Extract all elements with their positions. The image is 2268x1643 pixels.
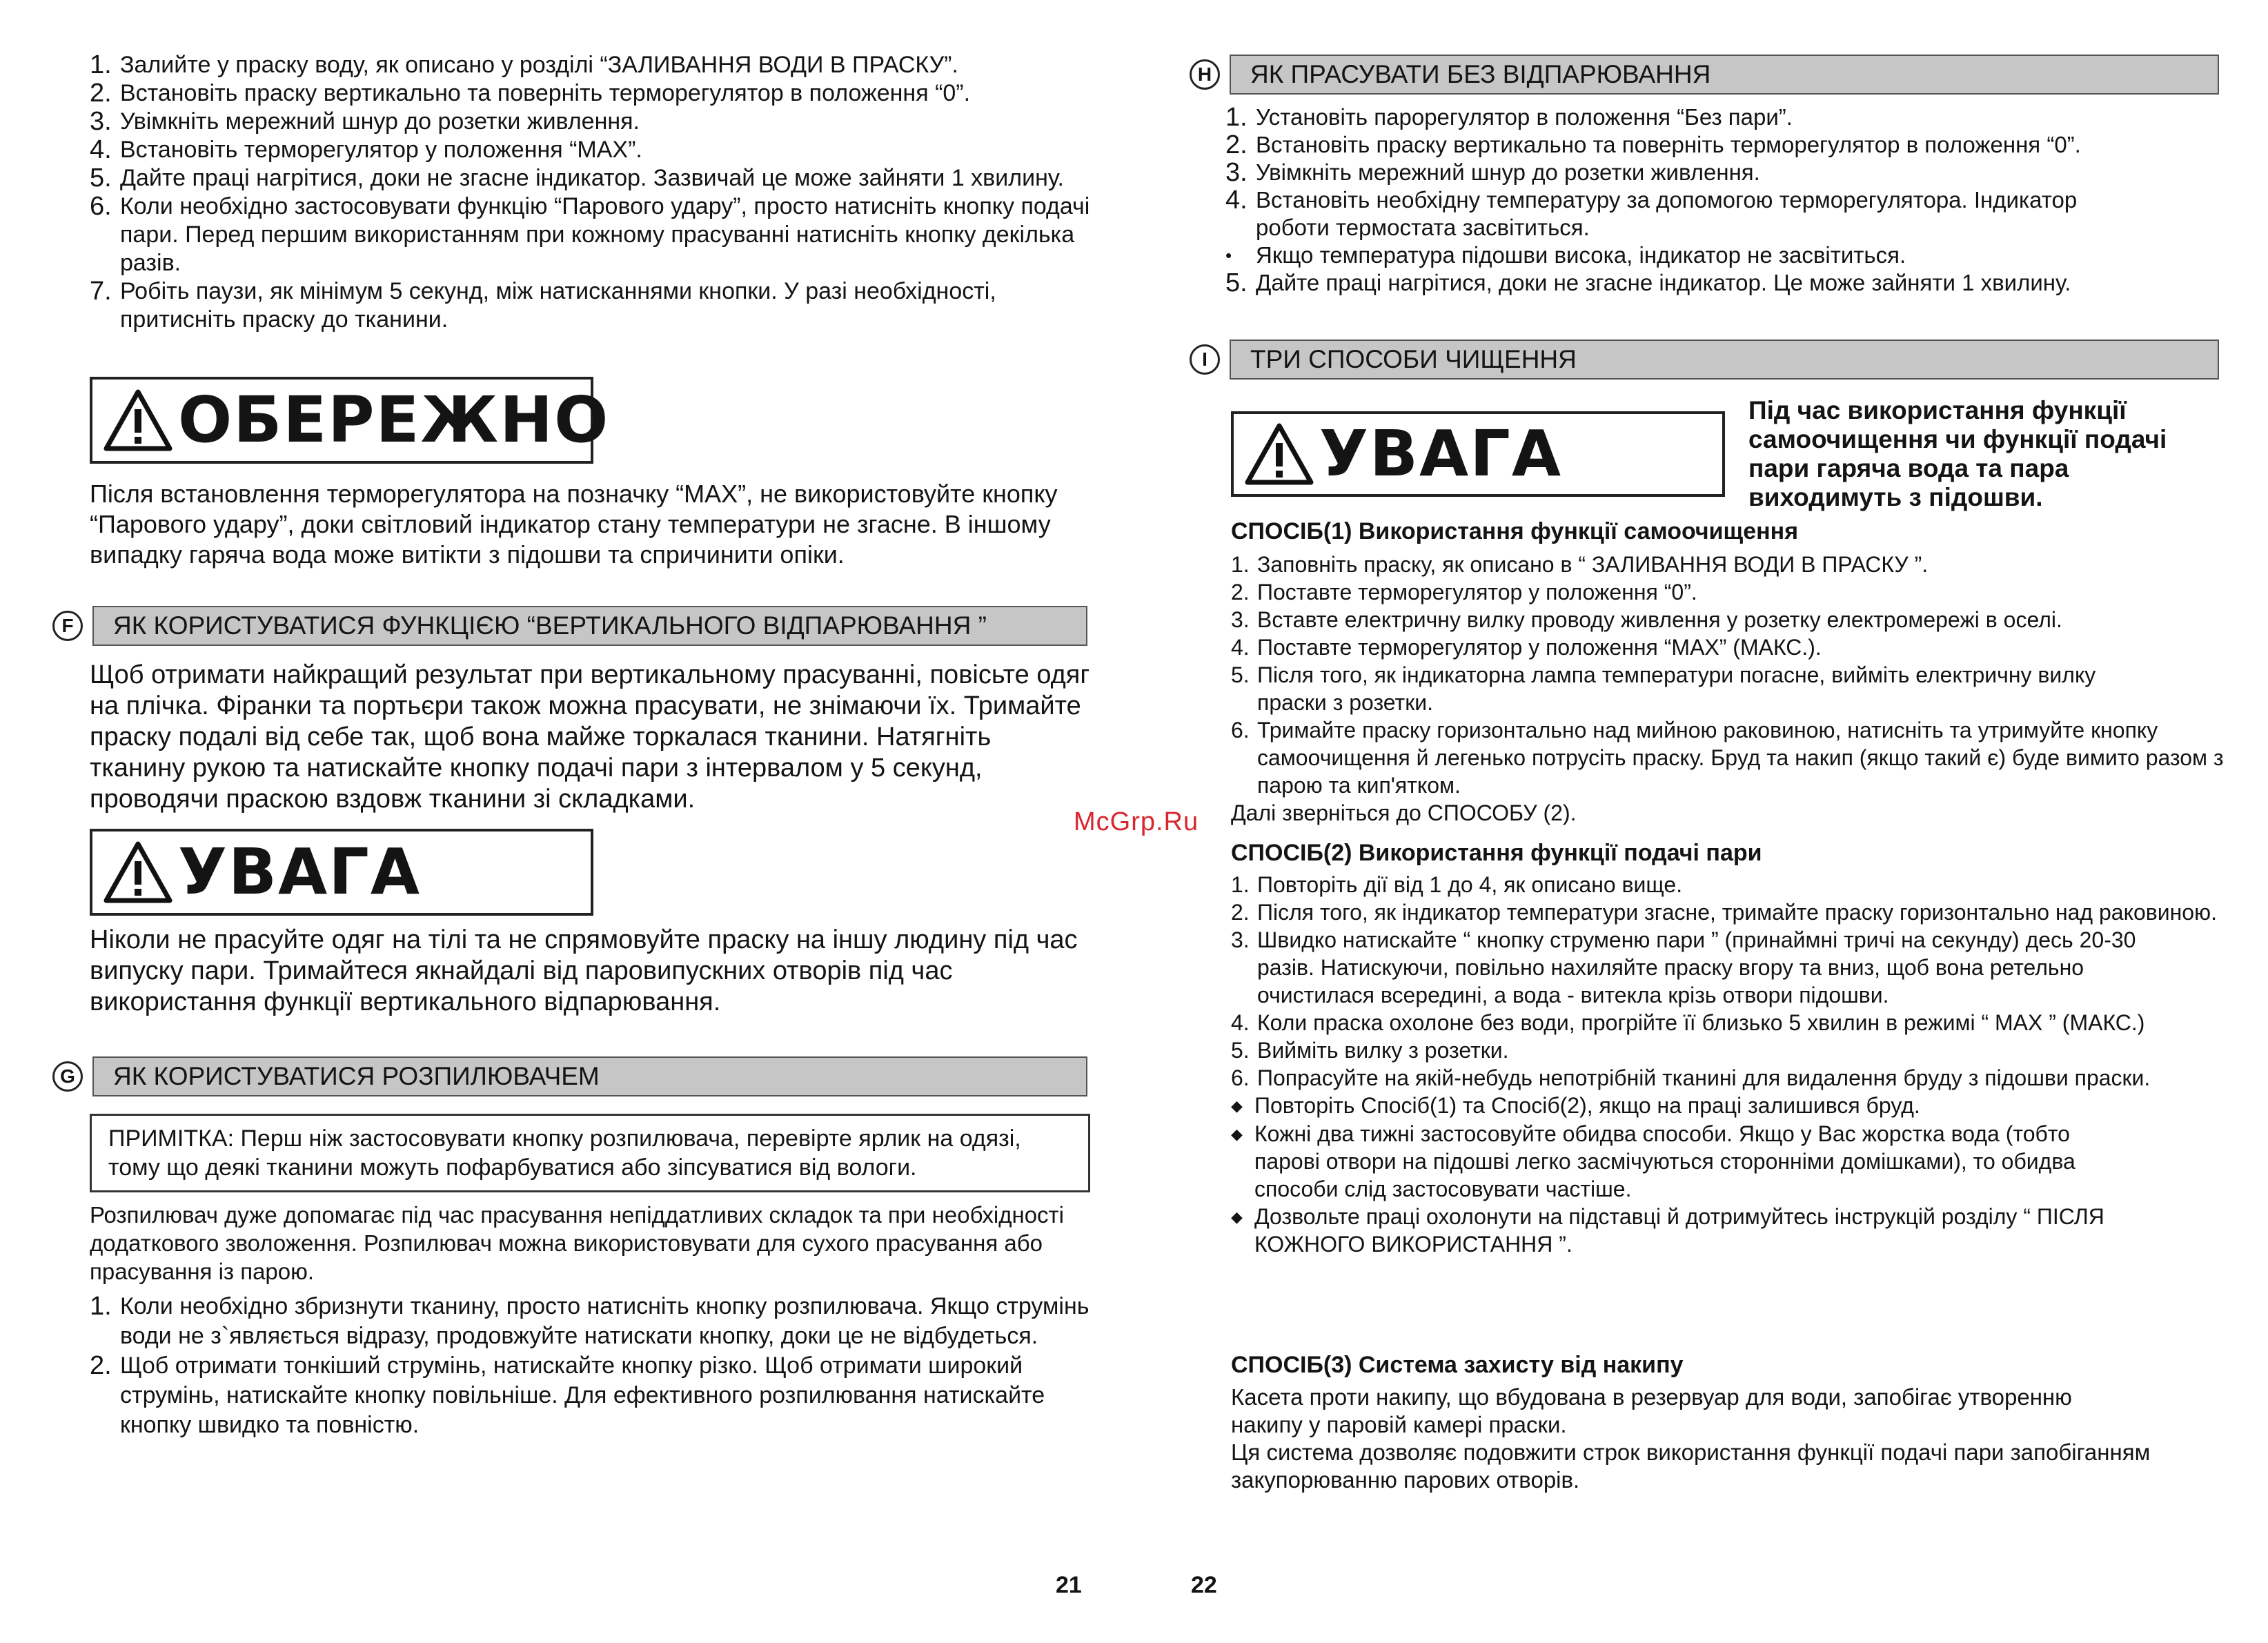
section-h-badge: H <box>1190 59 1220 90</box>
section-h-header <box>1190 54 2219 95</box>
list-item: 6. Попрасуйте на якій-небудь непотрібній тканині для видалення бруду з підошви праски. <box>1231 1065 2151 1090</box>
list-item: 2. Встановіть праску вертикально та поверніть терморегулятор в положення “0”. <box>1225 130 2081 159</box>
list-item: 2. Щоб отримати тонкіший струмінь, натискайте кнопку різко. Щоб отримати широкий струмінь, натискайте кнопку повільніше. Для ефективного розпилювання натискайте кнопку швидко та повністю. <box>90 1351 1045 1438</box>
caution-box <box>90 377 610 464</box>
caution-word: ОБЕРЕЖНО <box>178 383 610 457</box>
section-h-list <box>1225 104 2219 297</box>
section-h-title: ЯК ПРАСУВАТИ БЕЗ ВІДПАРЮВАННЯ <box>1230 55 2219 95</box>
section-i-header <box>1190 339 2219 380</box>
section-g-header <box>52 1056 1087 1097</box>
page-number-right: 22 <box>1191 1572 1217 1598</box>
list-item: 1. Заповніть праску, як описано в “ ЗАЛИВАННЯ ВОДИ В ПРАСКУ ”. <box>1231 552 1929 577</box>
bullet-icon: ◆ <box>1231 1208 1243 1226</box>
section-g-badge: G <box>52 1061 83 1092</box>
list-item: • Якщо температура підошви висока, індикатор не засвітиться. <box>1225 242 1906 268</box>
note-box: ПРИМІТКА: Перш ніж застосовувати кнопку розпилювача, перевірте ярлик на одязі, тому що деякі тканини можуть пофарбуватися або зіпсуватися від вологи. <box>90 1114 1090 1192</box>
list-item: 1. Повторіть дії від 1 до 4, як описано вище. <box>1231 872 1683 897</box>
warning-triangle-icon <box>103 840 172 904</box>
steps-top-list <box>90 51 1090 334</box>
section-g-list <box>90 1292 1090 1440</box>
warning-triangle-icon <box>103 388 172 452</box>
list-item: 4. Встановіть необхідну температуру за допомогою терморегулятора. Індикатор роботи термостата засвітиться. <box>1225 186 2078 240</box>
list-item: 5. Дайте праці нагрітися, доки не згасне індикатор. Це може зайняти 1 хвилину. <box>1225 268 2071 297</box>
method2-list <box>1231 871 2225 1258</box>
watermark: McGrp.Ru <box>1074 807 1199 836</box>
bullet-item: ◆ Повторіть Спосіб(1) та Спосіб(2), якщо на праці залишився бруд. <box>1231 1092 2225 1120</box>
list-item: 6. Коли необхідно застосовувати функцію “Парового удару”, просто натисніть кнопку подачі пари. Перед першим використанням при кожному прасуванні натисніть кнопку декілька разів. <box>90 192 1090 276</box>
list-item: 2. Встановіть праску вертикально та поверніть терморегулятор в положення “0”. <box>90 79 971 108</box>
attention-side-text: Під час використання функції самоочищення чи функції подачі пари гаряча вода та пара виходимуть з підошви. <box>1748 396 2167 511</box>
page-number-left: 21 <box>1056 1572 1082 1598</box>
section-f-badge: F <box>52 611 83 641</box>
method1-title: СПОСІБ(1) Використання функції самоочищення <box>1231 518 1799 544</box>
list-item: 5. Дайте праці нагрітися, доки не згасне індикатор. Зазвичай це може зайняти 1 хвилину. <box>90 164 1064 193</box>
list-item: 5. Після того, як індикаторна лампа температури погасне, вийміть електричну вилку праски з розетки. <box>1231 662 2096 715</box>
left-page <box>90 51 1090 334</box>
method2-title: СПОСІБ(2) Використання функції подачі пари <box>1231 840 1762 866</box>
attention-text-left: Ніколи не прасуйте одяг на тілі та не спрямовуйте праску на іншу людину під час випуску пари. Тримайтеся якнайдалі від паровипускних отворів під час використання функції вертикального відпарювання. <box>90 925 1078 1016</box>
section-i-badge: I <box>1190 344 1220 375</box>
section-f-text: Щоб отримати найкращий результат при вертикальному прасуванні, повісьте одяг на плічка. Фіранки та портьєри також можна прасувати, не знімаючи їх. Тримайте праску подалі від себе так, щоб вона майже торкалася тканини. Натягніть тканину рукою та натискайте кнопку подачі пари з інтервалом у 5 секунд, проводячи праскою вздовж тканини зі складками. <box>90 660 1090 814</box>
list-item: 6. Тримайте праску горизонтально над мийною раковиною, натисніть та утримуйте кнопку самоочищення й легенько потрусіть праску. Бруд та накип (якщо такий є) буде вимито разом з парою та кип'ятком. <box>1231 718 2224 798</box>
bullet-icon: ◆ <box>1231 1125 1243 1143</box>
bullet-icon: ◆ <box>1231 1097 1243 1114</box>
list-item: 1. Залийте у праску воду, як описано у розділі “ЗАЛИВАННЯ ВОДИ В ПРАСКУ”. <box>90 50 958 79</box>
method1-after: Далі зверніться до СПОСОБУ (2). <box>1231 800 1577 825</box>
attention-word: УВАГА <box>178 835 422 909</box>
list-item: 4. Поставте терморегулятор у положення “MAX” (МАКС.). <box>1231 635 1822 660</box>
section-g-text: Розпилювач дуже допомагає під час прасування непіддатливих складок та при необхідності додаткового зволоження. Розпилювач можна використовувати для сухого прасування або прасування із парою. <box>90 1202 1065 1284</box>
warning-triangle-icon <box>1245 422 1314 486</box>
attention-box-left <box>90 829 593 916</box>
list-item: 2. Поставте терморегулятор у положення “0”. <box>1231 580 1697 604</box>
list-item: 3. Увімкніть мережний шнур до розетки живлення. <box>90 107 640 136</box>
attention-box-right <box>1231 411 1725 497</box>
method3-title: СПОСІБ(3) Система захисту від накипу <box>1231 1352 1684 1378</box>
method3-text-2: Ця система дозволяє подовжити строк використання функції подачі пари запобіганням закупорюванню парових отворів. <box>1231 1439 2151 1493</box>
section-f-header <box>52 605 1087 647</box>
list-item: 3. Увімкніть мережний шнур до розетки живлення. <box>1225 158 1760 187</box>
section-g-title: ЯК КОРИСТУВАТИСЯ РОЗПИЛЮВАЧЕМ <box>92 1056 1087 1096</box>
method1-list <box>1231 551 2225 827</box>
list-item: 3. Вставте електричну вилку проводу живлення у розетку електромережі в оселі. <box>1231 607 2062 632</box>
list-item: 4. Коли праска охолоне без води, прогрійте її близько 5 хвилин в режимі “ MAX ” (МАКС.) <box>1231 1010 2145 1035</box>
list-item: 1. Установіть парорегулятор в положення “Без пари”. <box>1225 103 1793 132</box>
list-item: 5. Вийміть вилку з розетки. <box>1231 1038 1509 1063</box>
list-item: 1. Коли необхідно збризнути тканину, просто натисніть кнопку розпилювача. Якщо струмінь води не з`являється відразу, продовжуйте натискати кнопку, доки це не відбудеться. <box>90 1292 1089 1349</box>
section-f-title: ЯК КОРИСТУВАТИСЯ ФУНКЦІЄЮ “ВЕРТИКАЛЬНОГО ВІДПАРЮВАННЯ ” <box>92 606 1087 646</box>
section-i-title: ТРИ СПОСОБИ ЧИЩЕННЯ <box>1230 340 2219 380</box>
caution-text: Після встановлення терморегулятора на позначку “MAX”, не використовуйте кнопку “Парового удару”, доки світловий індикатор стану температури не згасне. В іншому випадку гаряча вода може витікти з підошви та спричинити опіки. <box>90 480 1058 569</box>
list-item: 7. Робіть паузи, як мінімум 5 секунд, між натисканнями кнопки. У разі необхідності, притисніть праску до тканини. <box>90 277 996 333</box>
list-item: 4. Встановіть терморегулятор у положення “MAX”. <box>90 135 642 164</box>
attention-word: УВАГА <box>1319 417 1563 491</box>
method3-text-1: Касета проти накипу, що вбудована в резервуар для води, запобігає утворенню накипу у паровій камері праски. <box>1231 1384 2072 1437</box>
list-item: 2. Після того, як індикатор температури згасне, тримайте праску горизонтально над раковиною. <box>1231 900 2217 925</box>
bullet-item: ◆ Кожні два тижні застосовуйте обидва способи. Якщо у Вас жорстка вода (тобто парові отвори на підошві легко засмічуються сторонніми домішками), то обидва способи слід застосовувати частіше. <box>1231 1121 2075 1201</box>
list-item: 3. Швидко натискайте “ кнопку струменю пари ” (принаймні тричі на секунду) десь 20-30 разів. Натискуючи, повільно нахиляйте праску вгору та вниз, щоб вона ретельно очистилася всередині, а вода - витекла крізь отвори підошви. <box>1231 927 2136 1007</box>
bullet-item: ◆ Дозвольте праці охолонути на підставці й дотримуйтесь інструкцій розділу “ ПІСЛЯ КОЖНОГО ВИКОРИСТАННЯ ”. <box>1231 1204 2104 1257</box>
